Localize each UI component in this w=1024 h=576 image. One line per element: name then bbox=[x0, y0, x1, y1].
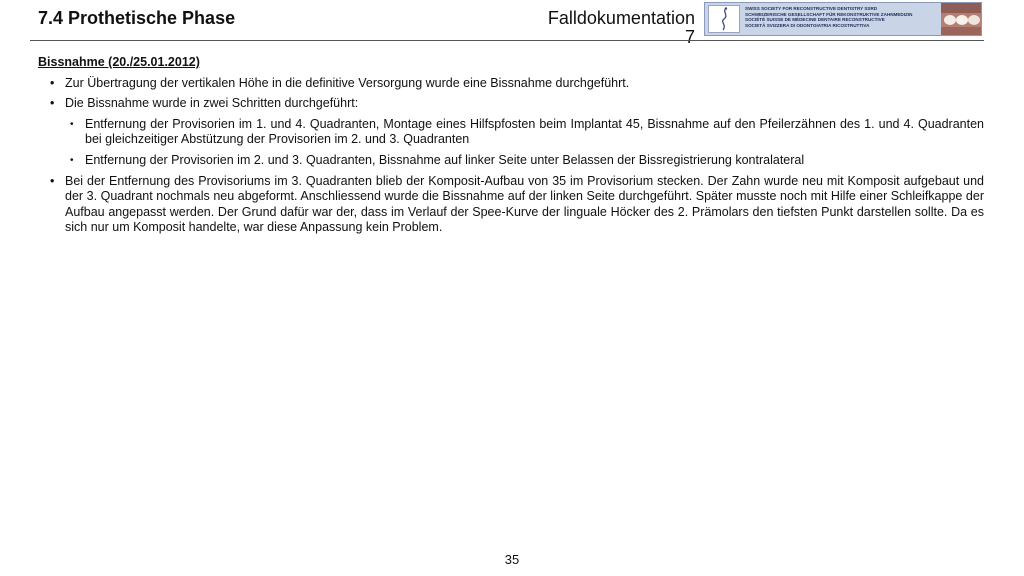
header-divider bbox=[30, 40, 984, 41]
list-item bbox=[38, 76, 984, 92]
section-title: 7.4 Prothetische Phase bbox=[38, 8, 236, 28]
subsection-heading: Bissnahme (20./25.01.2012) bbox=[38, 55, 200, 69]
sub-list-item: • Entfernung der Provisorien im 2. und 3. Quadranten, Bissnahme auf linker Seite unter Belassen der Bissregistrierung kontralateral bbox=[65, 153, 984, 169]
bullet-text: Die Bissnahme wurde in zwei Schritten durchgeführt: bbox=[65, 96, 359, 111]
document-number: 7 bbox=[684, 27, 695, 47]
logo-line: SWISS SOCIETY FOR RECONSTRUCTIVE DENTISTRY SSRD bbox=[745, 6, 878, 11]
bullet-list bbox=[38, 76, 984, 236]
ssrd-logo-banner bbox=[704, 2, 982, 36]
ssrd-emblem-icon bbox=[708, 5, 740, 33]
teeth-photo-icon bbox=[941, 3, 981, 35]
document-label-text: Falldokumentation bbox=[547, 8, 695, 28]
bullet-text: Bei der Entfernung des Provisoriums im 3. Quadranten blieb der Komposit-Aufbau von 35 im Provisorium stecken. Der Zahn wurde neu mit Komposit aufgebaut und der 3. Quadrant nochmals neu abgeformt. Anschliessend wurde die Bissnahme auf der linken Seite durchgeführt. Später musste noch mit Hilfe einer Schleifkappe der Aufbau angepasst werden. Der Grund dafür war der, dass im Verlauf der Spee-Kurve der linguale Höcker des 2. Prämolars den tiefsten Punkt darstellen sollte. Da es sich nur um Komposit handelte, war diese Anpassung kein Problem. bbox=[65, 173, 984, 235]
page-number: 35 bbox=[504, 552, 520, 567]
list-item bbox=[38, 174, 984, 236]
logo-line: SOCIÉTÉ SUISSE DE MÉDECINE DENTAIRE RECONSTRUCTIVE bbox=[745, 17, 885, 23]
sub-bullet-list bbox=[65, 117, 984, 169]
document-label bbox=[548, 9, 695, 47]
list-item bbox=[38, 96, 984, 168]
logo-line: SOCIETÀ SVIZZERA DI ODONTOIATRIA RICOSTRUTTIVA bbox=[745, 22, 870, 28]
slide-content bbox=[38, 55, 984, 241]
sub-list-item: • Entfernung der Provisorien im 1. und 4. Quadranten, Montage eines Hilfspfosten beim Implantat 45, Bissnahme auf den Pfeilerzähnen des 1. und 4. Quadranten bei gleichzeitiger Abstützung der Provisorien im 2. und 3. Quadranten bbox=[65, 117, 984, 148]
bullet-text: Zur Übertragung der vertikalen Höhe in die definitive Versorgung wurde eine Bissnahme durchgeführt. bbox=[65, 75, 630, 90]
ssrd-logo-text bbox=[745, 6, 945, 28]
logo-line: SCHWEIZERISCHE GESELLSCHAFT FÜR REKONSTRUKTIVE ZAHNMEDIZIN bbox=[745, 11, 913, 17]
